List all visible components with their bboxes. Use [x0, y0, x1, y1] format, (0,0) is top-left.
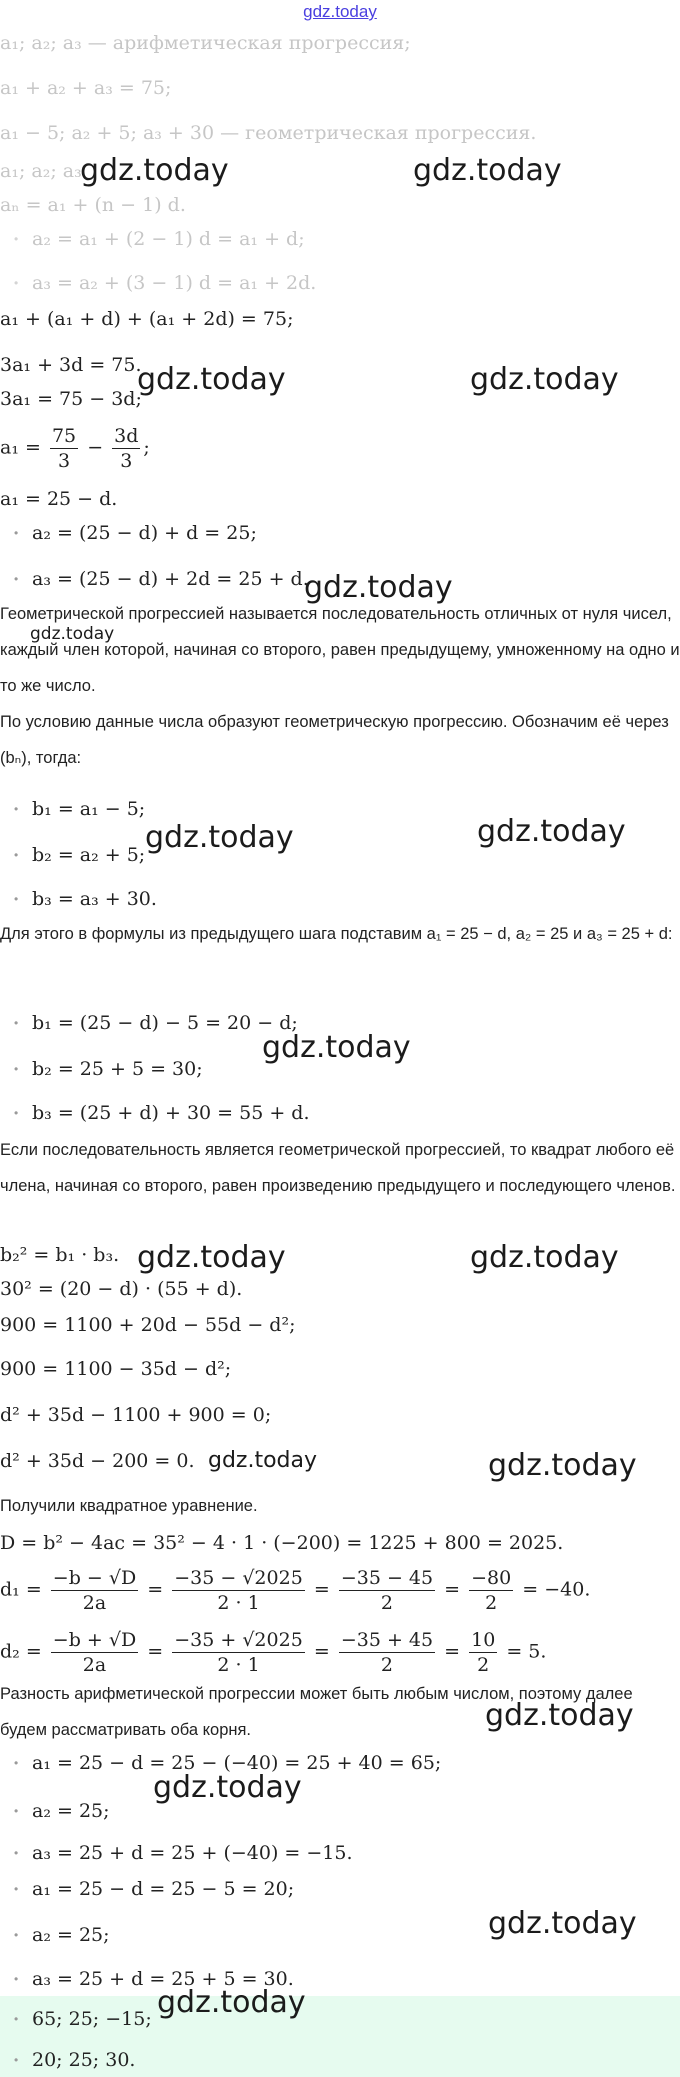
equation-property: b₂² = b₁ · b₃.	[0, 1244, 120, 1266]
bullet-a2-value: • a₂ = (25 − d) + d = 25;	[0, 520, 257, 546]
minus-sign: −	[87, 436, 104, 459]
watermark: gdz.today	[488, 1448, 637, 1483]
equals-sign: =	[444, 1640, 461, 1663]
fraction-numerator: −35 − √2025	[174, 1567, 303, 1589]
watermark: gdz.today	[157, 1985, 306, 2020]
discriminant-line: D = b² − 4ac = 35² − 4 · 1 · (−200) = 1225 + 800 = 2025.	[0, 1532, 564, 1554]
fraction-numerator: 3d	[114, 425, 139, 447]
fraction-numerator: −b + √D	[52, 1629, 137, 1651]
fraction-denominator: 2	[477, 1654, 490, 1676]
fraction-numerator: 10	[471, 1629, 496, 1651]
sum-fraction-prefix: a₁ =	[0, 436, 41, 459]
bullet-b3-def: • b₃ = a₃ + 30.	[0, 886, 157, 912]
quadratic-note: Получили квадратное уравнение.	[0, 1497, 258, 1515]
fraction-75-3	[50, 424, 78, 473]
quadratic-equation: d² + 35d − 200 = 0.	[0, 1450, 195, 1472]
equation-moved: d² + 35d − 1100 + 900 = 0;	[0, 1404, 272, 1426]
substitute-text: Для этого в формулы из предыдущего шага подставим a₁ = 25 − d, a₂ = 25 и a₃ = 25 + d:	[0, 925, 673, 943]
equals-sign: =	[147, 1578, 164, 1601]
d2-label: d₂ =	[0, 1640, 42, 1663]
fraction-numerator: −80	[471, 1567, 512, 1589]
sum-isolate: 3a₁ = 75 − 3d;	[0, 388, 142, 410]
equation-substituted: 30² = (20 − d) · (55 + d).	[0, 1278, 243, 1300]
case2-a2: • a₂ = 25;	[0, 1922, 110, 1948]
watermark: gdz.today	[477, 814, 626, 849]
fraction	[469, 1628, 497, 1677]
watermark-small: gdz.today	[30, 624, 115, 644]
watermark: gdz.today	[153, 1770, 302, 1805]
watermark: gdz.today	[304, 570, 453, 605]
general-term-formula: aₙ = a₁ + (n − 1) d.	[0, 194, 186, 216]
watermark: gdz.today	[413, 153, 562, 188]
sum-simplified: 3a₁ + 3d = 75.	[0, 354, 142, 376]
case1-a3: • a₃ = 25 + d = 25 + (−40) = −15.	[0, 1840, 353, 1866]
fraction	[339, 1628, 435, 1677]
sum-equation: a₁ + (a₁ + d) + (a₁ + 2d) = 75;	[0, 308, 294, 330]
case1-a2: • a₂ = 25;	[0, 1798, 110, 1824]
fraction	[51, 1566, 138, 1615]
watermark: gdz.today	[470, 362, 619, 397]
fraction-numerator: 75	[51, 425, 77, 447]
watermark: gdz.today	[470, 1240, 619, 1275]
watermark: gdz.today	[80, 153, 229, 188]
equals-sign: =	[313, 1578, 330, 1601]
equation-collected: 900 = 1100 − 35d − d²;	[0, 1358, 232, 1380]
equals-sign: =	[444, 1578, 461, 1601]
fraction-denominator: 2 · 1	[217, 1592, 260, 1614]
fraction-denominator: 3	[120, 450, 133, 472]
fraction-denominator: 2	[485, 1592, 498, 1614]
fraction-denominator: 2 · 1	[217, 1654, 260, 1676]
given-arithmetic: a₁; a₂; a₃ — арифметическая прогрессия;	[0, 32, 411, 54]
both-roots-text: Разность арифметической прогрессии может быть любым числом, поэтому далее будем рассматривать оба корня.	[0, 1685, 633, 1739]
fraction-numerator: −35 + √2025	[174, 1629, 303, 1651]
fraction	[172, 1628, 305, 1677]
faded-bullet-a3: • a₃ = a₂ + (3 − 1) d = a₁ + 2d.	[0, 270, 316, 296]
fraction-denominator: 2a	[82, 1592, 107, 1614]
equals-sign: =	[147, 1640, 164, 1663]
case2-a1: • a₁ = 25 − d = 25 − 5 = 20;	[0, 1876, 294, 1902]
semicolon: ;	[143, 436, 150, 459]
given-geometric: a₁ − 5; a₂ + 5; a₃ + 30 — геометрическая прогрессия.	[0, 122, 537, 144]
bullet-a3-value: • a₃ = (25 − d) + 2d = 25 + d.	[0, 566, 309, 592]
d2-result: = 5.	[506, 1640, 547, 1663]
fraction-denominator: 2	[380, 1654, 393, 1676]
answer-2: • 20; 25; 30.	[0, 2047, 135, 2073]
fraction-3d-3	[112, 424, 140, 473]
root-d1	[0, 1566, 590, 1615]
fraction-denominator: 3	[58, 450, 71, 472]
condition-text: По условию данные числа образуют геометрическую прогрессию. Обозначим её через (bₙ), тогда:	[0, 713, 669, 767]
fraction	[51, 1628, 138, 1677]
property-text: Если последовательность является геометрической прогрессией, то квадрат любого её члена, начиная со второго, равен произведению предыдущего и последующего членов.	[0, 1141, 676, 1195]
watermark-medium: gdz.today	[208, 1448, 318, 1473]
fraction	[172, 1566, 305, 1615]
header-link[interactable]: gdz.today	[303, 2, 377, 21]
answer-1: • 65; 25; −15;	[0, 2006, 152, 2032]
a1-expression: a₁ = 25 − d.	[0, 488, 118, 510]
bullet-b3-value: • b₃ = (25 + d) + 30 = 55 + d.	[0, 1100, 310, 1126]
watermark: gdz.today	[137, 362, 286, 397]
fraction	[469, 1566, 513, 1615]
given-sequence: a₁; a₂; a₃	[0, 160, 82, 182]
d1-result: = −40.	[522, 1578, 591, 1601]
bullet-b1-def: • b₁ = a₁ − 5;	[0, 796, 145, 822]
watermark: gdz.today	[137, 1240, 286, 1275]
sum-fraction	[0, 424, 150, 473]
fraction-denominator: 2	[380, 1592, 393, 1614]
bullet-b1-value: • b₁ = (25 − d) − 5 = 20 − d;	[0, 1010, 298, 1036]
bullet-b2-value: • b₂ = 25 + 5 = 30;	[0, 1056, 203, 1082]
watermark: gdz.today	[262, 1030, 411, 1065]
geometric-definition: Геометрической прогрессией называется последовательность отличных от нуля чисел, каждый член которой, начиная со второго, равен предыдущему, умноженному на одно и то же число.	[0, 605, 680, 695]
watermark: gdz.today	[485, 1698, 634, 1733]
equals-sign: =	[313, 1640, 330, 1663]
fraction-numerator: −35 − 45	[340, 1567, 434, 1589]
given-sum: a₁ + a₂ + a₃ = 75;	[0, 77, 172, 99]
watermark: gdz.today	[145, 820, 294, 855]
fraction-denominator: 2a	[82, 1654, 107, 1676]
case2-a3: • a₃ = 25 + d = 25 + 5 = 30.	[0, 1966, 294, 1992]
root-d2	[0, 1628, 546, 1677]
case1-a1: • a₁ = 25 − d = 25 − (−40) = 25 + 40 = 65;	[0, 1750, 441, 1776]
bullet-b2-def: • b₂ = a₂ + 5;	[0, 842, 145, 868]
d1-label: d₁ =	[0, 1578, 42, 1601]
fraction	[339, 1566, 435, 1615]
fraction-numerator: −35 + 45	[340, 1629, 434, 1651]
fraction-numerator: −b − √D	[52, 1567, 137, 1589]
watermark: gdz.today	[488, 1906, 637, 1941]
equation-expanded: 900 = 1100 + 20d − 55d − d²;	[0, 1314, 296, 1336]
faded-bullet-a2: • a₂ = a₁ + (2 − 1) d = a₁ + d;	[0, 226, 305, 252]
